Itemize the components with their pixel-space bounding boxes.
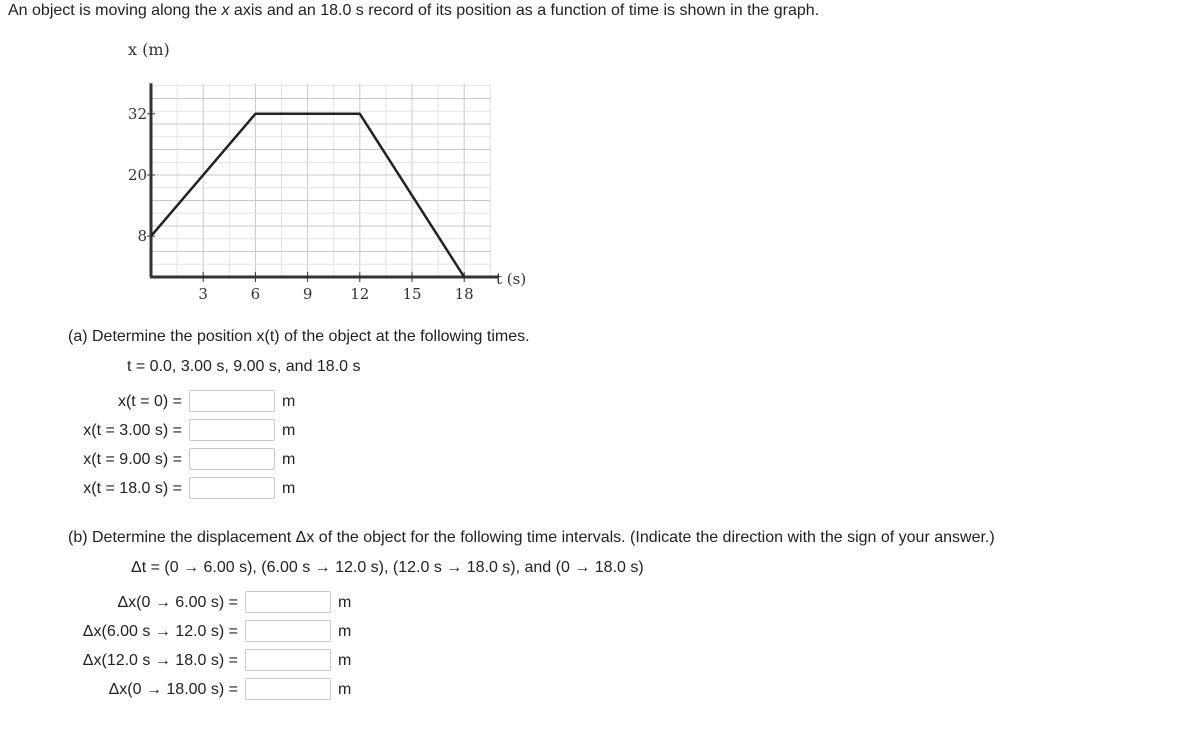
x-tick-label: 6 [250, 285, 261, 303]
part-b-intervals: Δt = (0 → 6.00 s), (6.00 s → 12.0 s), (12.0 s → 18.0 s), and (0 → 18.0 s) [131, 559, 644, 576]
part-a-label-2: x(t = 3.00 s) = [83, 422, 182, 439]
x-tick-label: 18 [454, 285, 474, 303]
unit-label: m [282, 393, 296, 410]
unit-label: m [282, 451, 296, 468]
y-axis-label: x (m) [128, 40, 170, 59]
answer-field-dx-12-18[interactable] [245, 649, 331, 671]
position-time-graph [0, 0, 600, 310]
part-a-label-4: x(t = 18.0 s) = [83, 480, 182, 497]
answer-field-x-t9[interactable] [189, 448, 275, 470]
x-tick-label: 12 [350, 285, 370, 303]
y-tick-label: 8 [137, 227, 147, 246]
unit-label: m [338, 623, 352, 640]
answer-field-dx-6-12[interactable] [245, 620, 331, 642]
part-a-times: t = 0.0, 3.00 s, 9.00 s, and 18.0 s [127, 358, 361, 375]
unit-label: m [338, 594, 352, 611]
answer-field-x-t3[interactable] [189, 419, 275, 441]
part-a-label-3: x(t = 9.00 s) = [83, 451, 182, 468]
unit-label: m [338, 652, 352, 669]
intro-post: axis and an 18.0 s record of its position as a function of time is shown in the graph. [229, 2, 820, 19]
y-tick-label: 32 [127, 104, 147, 123]
y-tick-label: 20 [127, 166, 147, 184]
chart-grid [151, 83, 490, 277]
intro-pre: An object is moving along the [8, 2, 222, 19]
part-b-label-3: Δx(12.0 s → 18.0 s) = [82, 652, 238, 669]
unit-label: m [282, 480, 296, 497]
answer-field-x-t0[interactable] [189, 390, 275, 412]
intro-var: x [221, 2, 230, 19]
x-tick-label: 3 [198, 285, 208, 303]
unit-label: m [338, 681, 352, 698]
answer-field-x-t18[interactable] [189, 477, 275, 499]
part-b-label-1: Δx(0 → 6.00 s) = [117, 594, 238, 611]
part-b-label-2: Δx(6.00 s → 12.0 s) = [82, 623, 238, 640]
part-a-label-1: x(t = 0) = [117, 393, 182, 410]
answer-field-dx-0-6[interactable] [245, 591, 331, 613]
answer-field-dx-0-18[interactable] [245, 678, 331, 700]
x-axis-label: t (s) [496, 270, 527, 288]
unit-label: m [282, 422, 296, 439]
x-tick-label: 9 [302, 285, 313, 303]
part-b-prompt: (b) Determine the displacement Δx of the object for the following time intervals. (Indicate the direction with the sign of your answer.) [68, 529, 995, 546]
part-b-label-4: Δx(0 → 18.00 s) = [108, 681, 238, 698]
part-a-prompt: (a) Determine the position x(t) of the object at the following times. [68, 328, 530, 345]
x-tick-label: 15 [402, 285, 422, 303]
